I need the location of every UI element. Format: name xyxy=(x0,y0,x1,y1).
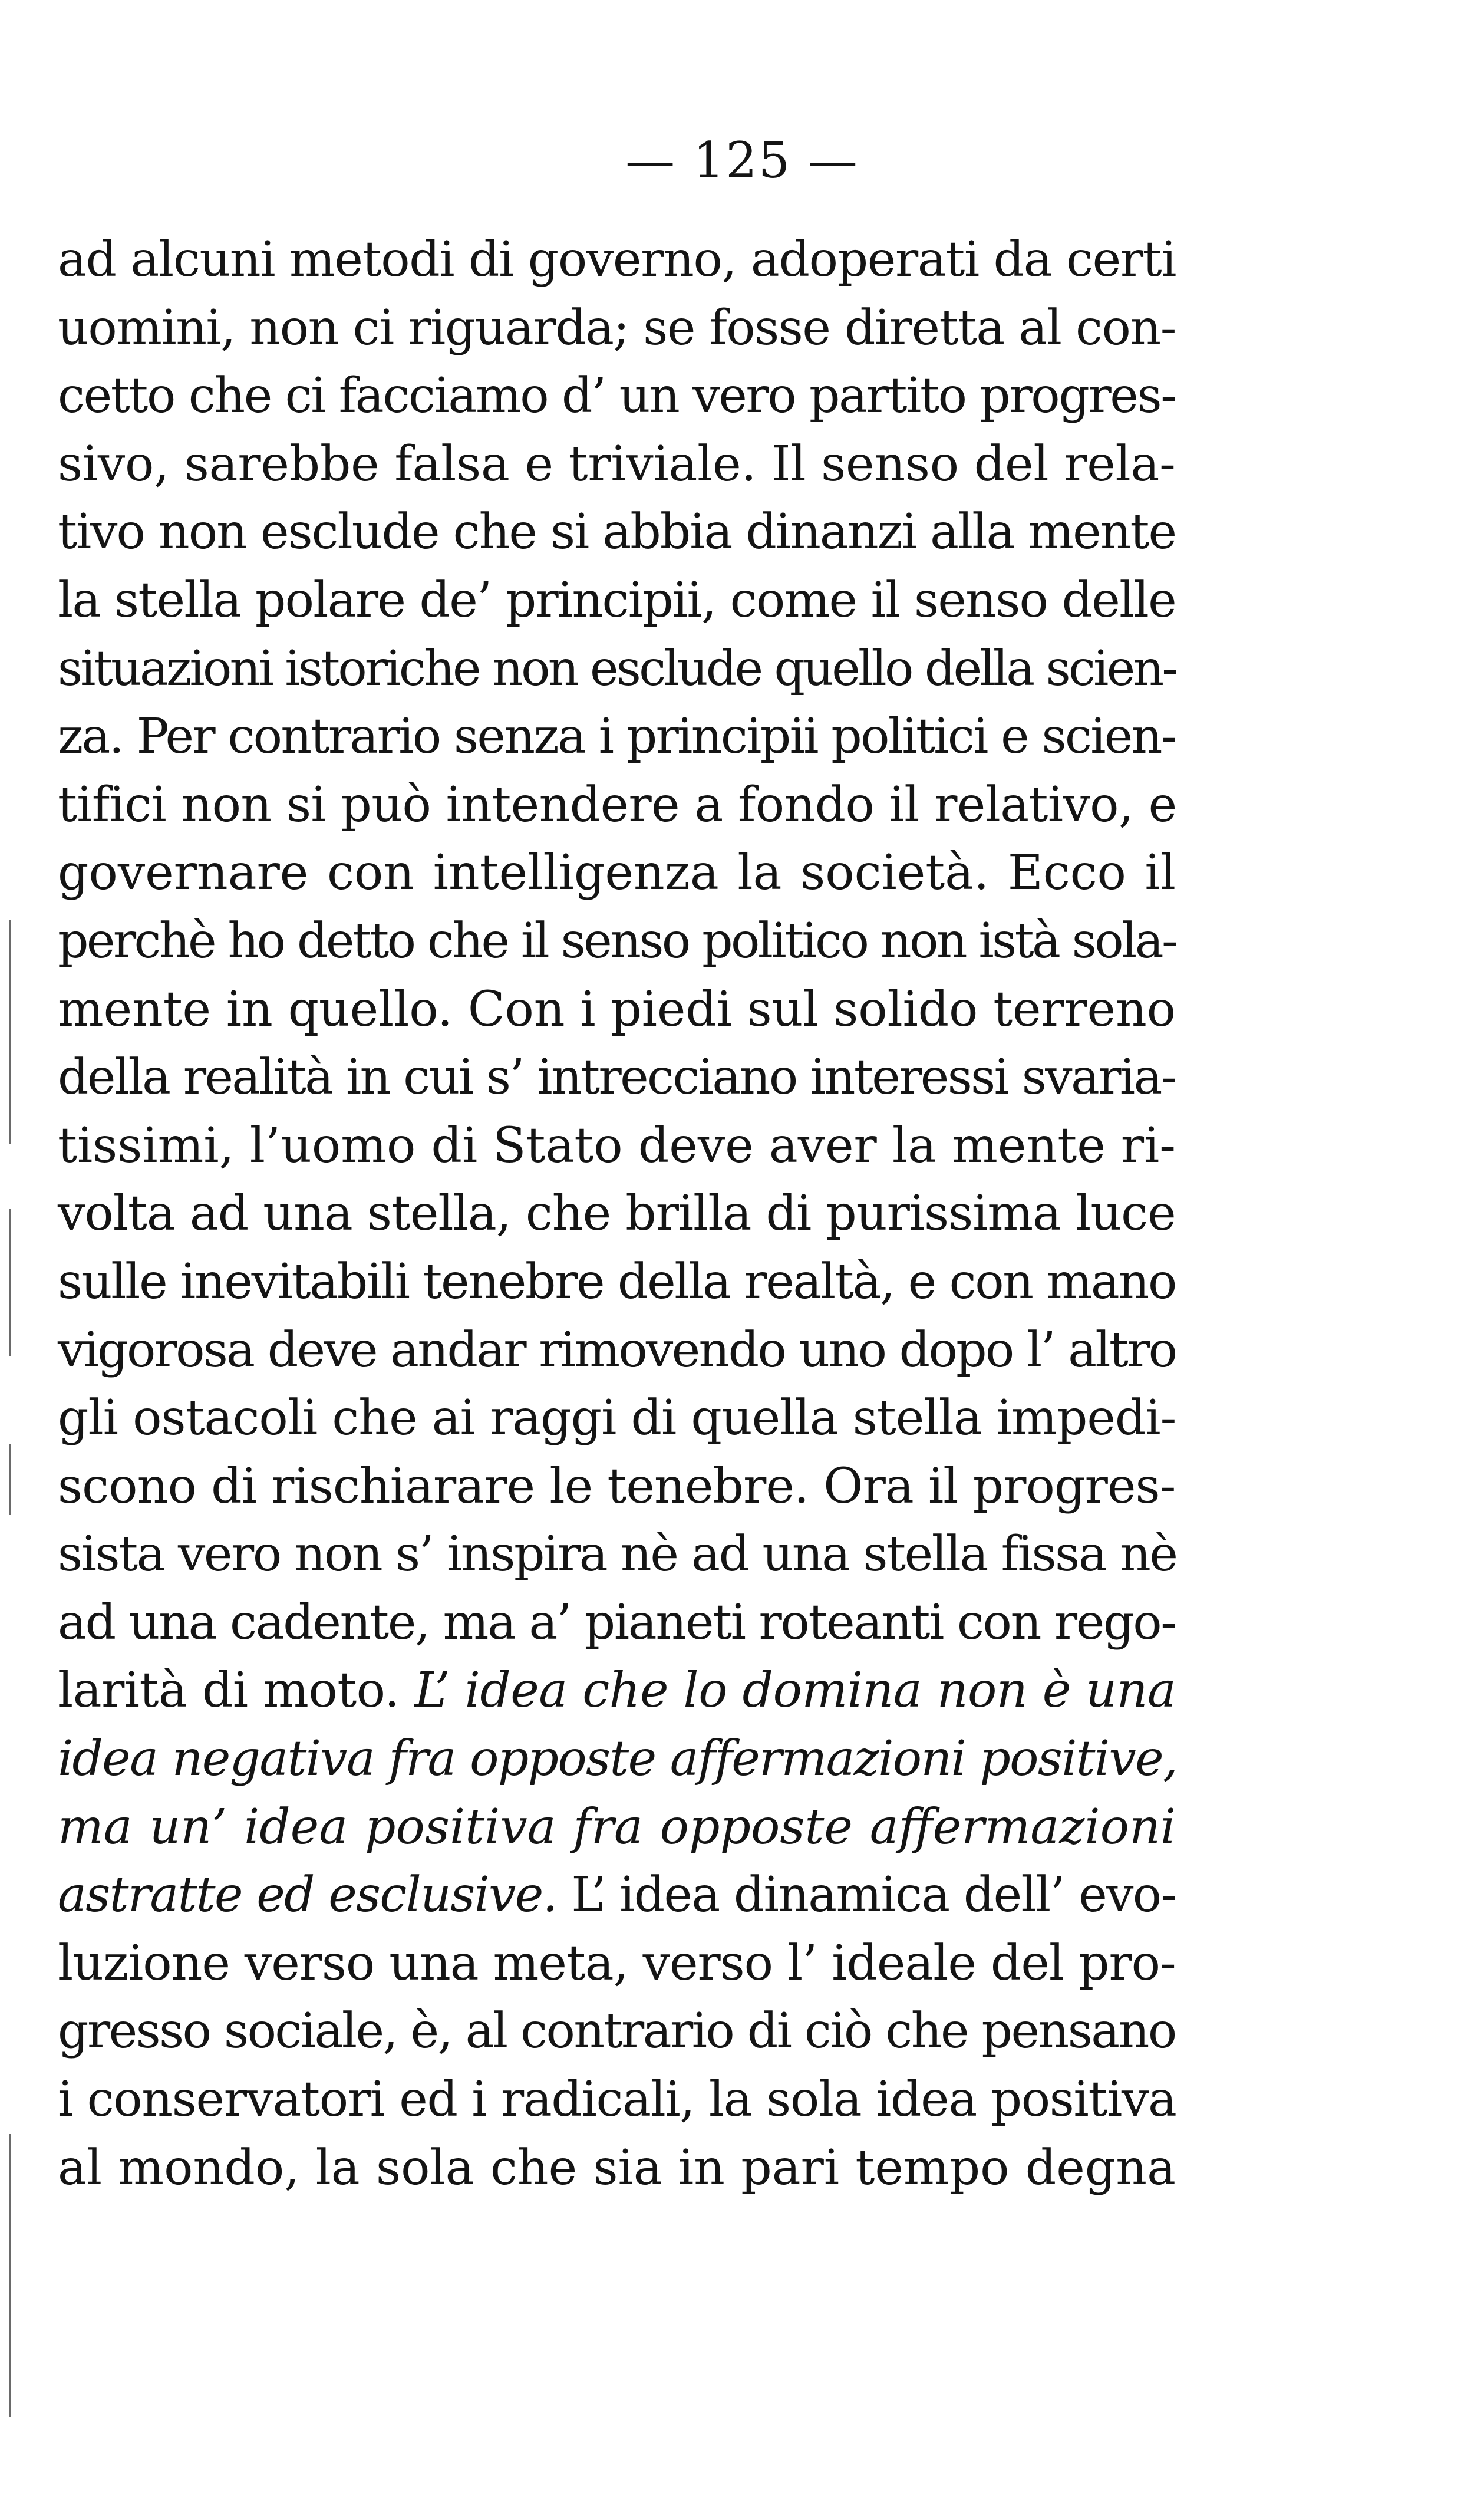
text-segment: gli ostacoli che ai raggi di quella stella impedi- xyxy=(58,1390,1176,1447)
text-segment: uomini, non ci riguarda; se fosse diretta al con- xyxy=(58,299,1176,356)
italic-text-segment: L’ idea che lo domina non è una xyxy=(414,1662,1176,1719)
body-text xyxy=(58,226,1176,2202)
text-line xyxy=(58,1793,1176,1862)
page-number: — 125 — xyxy=(625,131,859,189)
italic-text-segment: ma un’ idea positiva fra opposte affermazioni xyxy=(58,1799,1176,1855)
text-line xyxy=(58,1248,1176,1316)
binding-edge-mark xyxy=(9,1209,11,1356)
text-line xyxy=(58,1589,1176,1657)
text-line xyxy=(58,907,1176,976)
text-line xyxy=(58,1725,1176,1793)
text-segment: tifici non si può intendere a fondo il relativo, e xyxy=(58,776,1177,833)
text-line xyxy=(58,1657,1176,1725)
text-segment: za. Per contrario senza i principii politici e scien- xyxy=(58,709,1176,765)
text-segment: ad alcuni metodi di governo, adoperati da certi xyxy=(58,232,1176,288)
text-segment: larità di moto. xyxy=(58,1662,415,1719)
text-line xyxy=(58,498,1176,567)
text-segment: i conservatori ed i radicali, la sola idea positiva xyxy=(58,2072,1176,2128)
text-segment: gresso sociale, è, al contrario di ciò che pensano xyxy=(58,2003,1176,2060)
text-line xyxy=(58,430,1176,499)
binding-edge-mark xyxy=(9,1444,11,1515)
text-line xyxy=(58,2134,1176,2202)
text-line xyxy=(58,1384,1176,1453)
binding-edge-mark xyxy=(9,920,11,1144)
text-segment: della realità in cui s’ intrecciano interessi svaria- xyxy=(58,1049,1176,1106)
text-line xyxy=(58,635,1176,703)
text-line xyxy=(58,839,1176,907)
text-segment: al mondo, la sola che sia in pari tempo degna xyxy=(58,2139,1176,2196)
text-line xyxy=(58,1316,1176,1385)
binding-edge-mark xyxy=(9,2134,11,2417)
text-line xyxy=(58,2066,1176,2134)
text-segment: luzione verso una meta, verso l’ ideale del pro- xyxy=(58,1935,1176,1991)
text-line xyxy=(58,771,1176,839)
text-line xyxy=(58,1861,1176,1929)
text-line xyxy=(58,976,1176,1044)
text-segment: scono di rischiarare le tenebre. Ora il progres- xyxy=(58,1458,1176,1514)
text-line xyxy=(58,1520,1176,1589)
text-segment: tissimi, l’uomo di Stato deve aver la mente ri- xyxy=(58,1117,1176,1174)
text-line xyxy=(58,1453,1176,1521)
text-segment: volta ad una stella, che brilla di purissima luce xyxy=(58,1186,1176,1242)
text-segment: cetto che ci facciamo d’ un vero partito progres- xyxy=(58,368,1176,424)
text-segment: sivo, sarebbe falsa e triviale. Il senso del rela- xyxy=(58,436,1176,492)
text-line xyxy=(58,567,1176,635)
text-line xyxy=(58,1180,1176,1248)
text-line xyxy=(58,1112,1176,1180)
text-line xyxy=(58,1997,1176,2066)
text-line xyxy=(58,362,1176,430)
text-segment: tivo non esclude che si abbia dinanzi alla mente xyxy=(58,504,1176,561)
text-line xyxy=(58,226,1176,294)
text-line xyxy=(58,1929,1176,1998)
text-segment: sulle inevitabili tenebre della realtà, e con mano xyxy=(58,1253,1176,1310)
italic-text-segment: astratte ed esclusive. xyxy=(58,1867,557,1924)
text-line xyxy=(58,294,1176,363)
text-line xyxy=(58,1043,1176,1112)
text-segment: perchè ho detto che il senso politico non istà sola- xyxy=(58,913,1176,969)
text-segment: mente in quello. Con i piedi sul solido terreno xyxy=(58,981,1176,1038)
text-segment: governare con intelligenza la società. Ecco il xyxy=(58,845,1176,901)
text-segment: vigorosa deve andar rimovendo uno dopo l’ altro xyxy=(58,1322,1176,1378)
italic-text-segment: idea negativa fra opposte affermazioni positive, xyxy=(58,1731,1178,1787)
text-segment: sista vero non s’ inspira nè ad una stella fissa nè xyxy=(58,1526,1177,1583)
text-segment: la stella polare de’ principii, come il senso delle xyxy=(58,572,1176,628)
text-segment: ad una cadente, ma a’ pianeti roteanti con rego- xyxy=(58,1594,1176,1651)
text-segment: L’ idea dinamica dell’ evo- xyxy=(556,1867,1176,1924)
text-line xyxy=(58,703,1176,771)
text-segment: situazioni istoriche non esclude quello della scien- xyxy=(58,640,1176,697)
